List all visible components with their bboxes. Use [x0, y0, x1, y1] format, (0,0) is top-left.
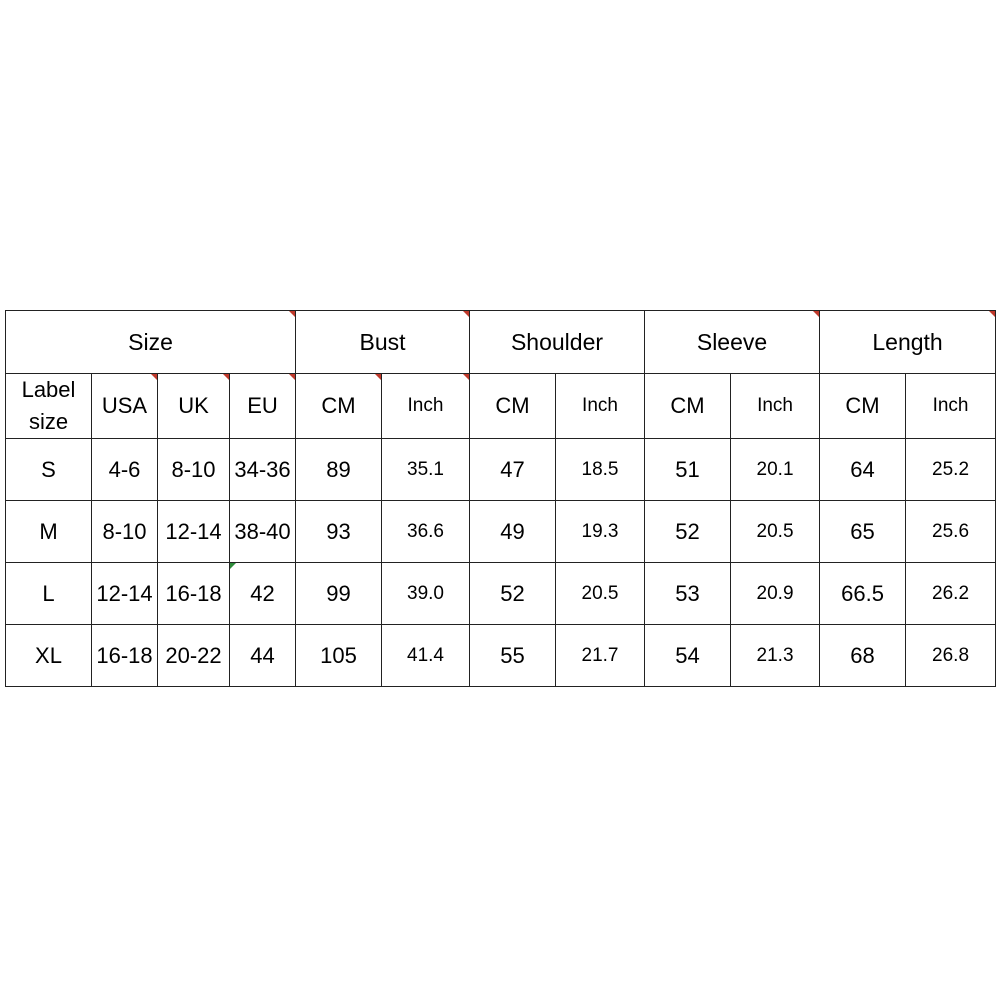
cell-shoulder-cm: 47 — [470, 439, 556, 501]
cell-length-inch: 26.8 — [906, 625, 996, 687]
cell-label: M — [6, 501, 92, 563]
cell-sleeve-cm: 51 — [645, 439, 731, 501]
cell-shoulder-inch: 21.7 — [556, 625, 645, 687]
comment-marker — [289, 311, 295, 317]
header-size — [6, 311, 296, 374]
comment-marker — [463, 374, 469, 380]
subheader-bust-inch-text: Inch — [407, 395, 444, 416]
cell-sleeve-cm: 52 — [645, 501, 731, 563]
cell-uk-text: 16-18 — [165, 580, 222, 606]
cell-bust-inch: 36.6 — [382, 501, 470, 563]
subheader-bust-cm-text: CM — [321, 393, 356, 418]
header-size-label: Size — [128, 328, 173, 355]
subheader-usa — [92, 374, 158, 439]
cell-shoulder-cm: 49 — [470, 501, 556, 563]
subheader-length-inch: Inch — [906, 374, 996, 439]
cell-bust-inch: 41.4 — [382, 625, 470, 687]
header-sleeve — [645, 311, 820, 374]
cell-usa: 4-6 — [92, 439, 158, 501]
subheader-bust-cm — [296, 374, 382, 439]
subheader-eu-text: EU — [247, 393, 278, 418]
cell-label: XL — [6, 625, 92, 687]
cell-eu-text: 42 — [250, 580, 275, 606]
header-bust — [296, 311, 470, 374]
comment-marker — [223, 374, 229, 380]
comment-marker — [230, 563, 236, 569]
cell-eu: 38-40 — [230, 501, 296, 563]
header-group-row — [6, 311, 996, 374]
subheader-sleeve-inch: Inch — [731, 374, 820, 439]
subheader-length-cm: CM — [820, 374, 906, 439]
cell-eu — [230, 563, 296, 625]
subheader-shoulder-inch: Inch — [556, 374, 645, 439]
cell-sleeve-inch: 20.5 — [731, 501, 820, 563]
subheader-usa-text: USA — [101, 393, 148, 418]
cell-shoulder-cm: 55 — [470, 625, 556, 687]
cell-label: L — [6, 563, 92, 625]
cell-bust-cm: 93 — [296, 501, 382, 563]
table-row — [6, 563, 996, 625]
cell-sleeve-inch: 20.1 — [731, 439, 820, 501]
cell-length-cm: 66.5 — [820, 563, 906, 625]
cell-length-inch: 25.6 — [906, 501, 996, 563]
cell-usa: 16-18 — [92, 625, 158, 687]
cell-uk: 20-22 — [158, 625, 230, 687]
subheader-eu — [230, 374, 296, 439]
cell-eu: 34-36 — [230, 439, 296, 501]
table-row — [6, 439, 996, 501]
table-row — [6, 625, 996, 687]
comment-marker — [289, 374, 295, 380]
comment-marker — [151, 374, 157, 380]
cell-uk — [158, 563, 230, 625]
size-chart-table — [5, 310, 996, 687]
comment-marker — [375, 374, 381, 380]
subheader-shoulder-cm: CM — [470, 374, 556, 439]
subheader-uk — [158, 374, 230, 439]
comment-marker — [463, 311, 469, 317]
cell-bust-cm: 89 — [296, 439, 382, 501]
cell-shoulder-inch: 18.5 — [556, 439, 645, 501]
cell-sleeve-cm: 54 — [645, 625, 731, 687]
comment-marker — [989, 311, 995, 317]
cell-usa: 8-10 — [92, 501, 158, 563]
cell-eu: 44 — [230, 625, 296, 687]
cell-length-cm: 68 — [820, 625, 906, 687]
cell-shoulder-inch: 19.3 — [556, 501, 645, 563]
cell-shoulder-inch: 20.5 — [556, 563, 645, 625]
subheader-uk-text: UK — [178, 393, 209, 418]
cell-uk: 12-14 — [158, 501, 230, 563]
cell-bust-cm: 99 — [296, 563, 382, 625]
table-row — [6, 501, 996, 563]
cell-label: S — [6, 439, 92, 501]
header-length-label: Length — [872, 328, 943, 355]
header-sleeve-label: Sleeve — [696, 328, 768, 355]
cell-bust-inch: 35.1 — [382, 439, 470, 501]
cell-sleeve-inch: 20.9 — [731, 563, 820, 625]
cell-length-inch: 25.2 — [906, 439, 996, 501]
subheader-bust-inch — [382, 374, 470, 439]
cell-shoulder-cm: 52 — [470, 563, 556, 625]
cell-sleeve-inch: 21.3 — [731, 625, 820, 687]
sub-header-row — [6, 374, 996, 439]
subheader-sleeve-cm: CM — [645, 374, 731, 439]
cell-bust-inch: 39.0 — [382, 563, 470, 625]
cell-length-cm: 64 — [820, 439, 906, 501]
comment-marker — [813, 311, 819, 317]
subheader-label-size: Label size — [6, 374, 92, 439]
cell-sleeve-cm: 53 — [645, 563, 731, 625]
cell-length-cm: 65 — [820, 501, 906, 563]
header-shoulder — [470, 311, 645, 374]
cell-bust-cm: 105 — [296, 625, 382, 687]
cell-uk: 8-10 — [158, 439, 230, 501]
header-shoulder-label: Shoulder — [510, 328, 604, 355]
cell-usa: 12-14 — [92, 563, 158, 625]
header-length — [820, 311, 996, 374]
header-bust-label: Bust — [359, 328, 406, 355]
cell-length-inch: 26.2 — [906, 563, 996, 625]
